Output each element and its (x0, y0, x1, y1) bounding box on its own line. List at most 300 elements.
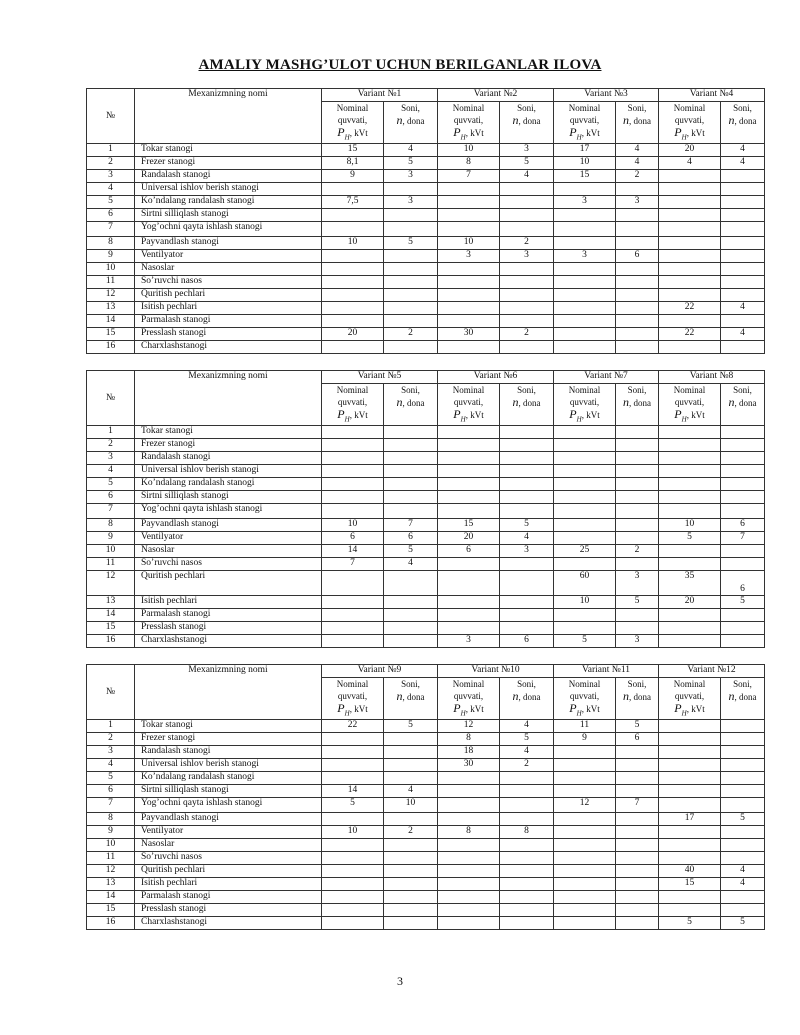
nominal-unit: $P_H$, kVt (674, 701, 705, 718)
power-value (554, 826, 616, 839)
nominal-power-header (554, 678, 616, 720)
power-value (322, 263, 384, 276)
power-value (438, 222, 500, 237)
count-value (500, 276, 554, 289)
count-header (721, 102, 765, 144)
power-value: 10 (659, 519, 721, 532)
power-value: 20 (659, 144, 721, 157)
nominal-unit: $P_H$, kVt (337, 701, 368, 718)
power-value (659, 289, 721, 302)
count-value (721, 609, 765, 622)
power-value (659, 904, 721, 917)
variant-header: Variant №12 (659, 665, 765, 678)
row-number: 13 (87, 302, 135, 315)
power-symbol: $P_H$ (569, 125, 582, 142)
count-value (384, 865, 438, 878)
power-value: 5 (322, 798, 384, 813)
power-value (659, 170, 721, 183)
power-symbol: $P_H$ (453, 701, 466, 718)
number-header (87, 89, 135, 144)
nominal-unit: $P_H$, kVt (337, 407, 368, 424)
power-value (659, 209, 721, 222)
variant-table-1 (86, 88, 764, 354)
count-value (721, 183, 765, 196)
nominal-power-header (322, 384, 384, 426)
table-row (87, 519, 765, 532)
count-header (616, 384, 659, 426)
count-value: 3 (616, 571, 659, 596)
count-value (616, 852, 659, 865)
power-value: 9 (322, 170, 384, 183)
row-number: 9 (87, 250, 135, 263)
mechanism-name: Sirtni silliqlash stanogi (135, 785, 322, 798)
count-value (384, 878, 438, 891)
power-value: 8 (438, 157, 500, 170)
table-row (87, 826, 765, 839)
variant-header: Variant №1 (322, 89, 438, 102)
table-row (87, 209, 765, 222)
mechanism-name: Quritish pechlari (135, 289, 322, 302)
power-value (554, 183, 616, 196)
power-value (554, 426, 616, 439)
row-number: 6 (87, 491, 135, 504)
count-symbol: n (396, 395, 403, 409)
count-value (500, 315, 554, 328)
power-value (554, 478, 616, 491)
nominal-unit: $P_H$, kVt (674, 407, 705, 424)
power-value (659, 439, 721, 452)
row-number: 11 (87, 852, 135, 865)
variant-header: Variant №6 (438, 371, 554, 384)
variant-table-2 (86, 370, 764, 648)
count-label: Soni, (517, 103, 536, 113)
power-value (554, 785, 616, 798)
count-value (500, 558, 554, 571)
count-value (616, 759, 659, 772)
table-row (87, 798, 765, 813)
count-value (384, 852, 438, 865)
count-value: 8 (500, 826, 554, 839)
count-value: 3 (384, 196, 438, 209)
power-value (438, 904, 500, 917)
table-row (87, 785, 765, 798)
power-value: 7 (438, 170, 500, 183)
count-value (384, 250, 438, 263)
mechanism-name: Parmalash stanogi (135, 609, 322, 622)
table-row (87, 813, 765, 826)
row-number: 11 (87, 558, 135, 571)
nominal-label: Nominal quvvati, (452, 385, 485, 407)
power-value (554, 746, 616, 759)
power-value (438, 276, 500, 289)
count-value (616, 839, 659, 852)
power-value: 60 (554, 571, 616, 596)
power-value: 15 (554, 170, 616, 183)
count-value: 3 (500, 545, 554, 558)
power-symbol: $P_H$ (337, 701, 350, 718)
nominal-label: Nominal quvvati, (452, 679, 485, 701)
power-value: 20 (438, 532, 500, 545)
count-unit: n, dona (512, 689, 541, 703)
count-value (384, 439, 438, 452)
power-value: 3 (554, 250, 616, 263)
count-value: 5 (500, 733, 554, 746)
count-value (721, 759, 765, 772)
power-value (659, 785, 721, 798)
table-row (87, 504, 765, 519)
count-value: 5 (721, 813, 765, 826)
power-value (322, 222, 384, 237)
table-row (87, 144, 765, 157)
power-value: 17 (659, 813, 721, 826)
power-value (322, 315, 384, 328)
power-value (438, 891, 500, 904)
nominal-power-header (438, 678, 500, 720)
mechanism-name: Charxlashstanogi (135, 341, 322, 354)
nominal-power-header (322, 678, 384, 720)
count-unit: n, dona (396, 395, 425, 409)
power-value: 10 (438, 144, 500, 157)
power-value (554, 813, 616, 826)
row-number: 3 (87, 170, 135, 183)
count-value (616, 904, 659, 917)
table-row (87, 865, 765, 878)
count-value (384, 183, 438, 196)
number-symbol: № (105, 686, 116, 697)
table-row (87, 878, 765, 891)
count-value (721, 478, 765, 491)
count-value: 5 (500, 157, 554, 170)
nominal-power-header (554, 384, 616, 426)
count-value (721, 772, 765, 785)
count-value (616, 183, 659, 196)
power-value (438, 571, 500, 596)
table-row (87, 532, 765, 545)
table-row (87, 426, 765, 439)
count-value (616, 891, 659, 904)
count-value (721, 209, 765, 222)
nominal-label: Nominal quvvati, (673, 103, 706, 125)
count-value (616, 504, 659, 519)
power-value (322, 904, 384, 917)
count-value (500, 865, 554, 878)
count-value: 6 (616, 250, 659, 263)
count-value (616, 491, 659, 504)
power-value (659, 852, 721, 865)
mechanism-name: Tokar stanogi (135, 144, 322, 157)
row-number: 1 (87, 426, 135, 439)
count-header (721, 678, 765, 720)
table-row (87, 263, 765, 276)
count-label: Soni, (627, 679, 647, 689)
mechanism-name: Parmalash stanogi (135, 891, 322, 904)
nominal-unit: $P_H$, kVt (569, 701, 600, 718)
power-symbol: $P_H$ (337, 407, 350, 424)
count-value (721, 452, 765, 465)
count-value (384, 491, 438, 504)
power-value: 15 (438, 519, 500, 532)
count-header (384, 384, 438, 426)
count-value: 4 (384, 558, 438, 571)
count-value (721, 315, 765, 328)
power-value: 3 (554, 196, 616, 209)
count-value (500, 289, 554, 302)
power-value (554, 341, 616, 354)
count-value: 5 (721, 917, 765, 930)
power-value (322, 289, 384, 302)
count-symbol: n (396, 113, 403, 127)
power-value (322, 891, 384, 904)
row-number: 12 (87, 865, 135, 878)
row-number: 5 (87, 772, 135, 785)
number-header (87, 665, 135, 720)
power-value (438, 878, 500, 891)
count-value (721, 904, 765, 917)
row-number: 15 (87, 622, 135, 635)
power-value: 20 (659, 596, 721, 609)
row-number: 14 (87, 891, 135, 904)
mechanism-name: Isitish pechlari (135, 302, 322, 315)
table-row (87, 746, 765, 759)
count-unit: n, dona (623, 689, 651, 703)
power-value (554, 302, 616, 315)
table-row (87, 622, 765, 635)
count-value (384, 452, 438, 465)
count-value (616, 478, 659, 491)
count-value (616, 878, 659, 891)
mechanism-name: Ventilyator (135, 250, 322, 263)
count-value (721, 826, 765, 839)
count-value: 4 (721, 328, 765, 341)
count-header (384, 102, 438, 144)
mechanism-name: Charxlashstanogi (135, 635, 322, 648)
table-row (87, 596, 765, 609)
row-number: 4 (87, 183, 135, 196)
power-value: 22 (322, 720, 384, 733)
mechanism-name: Payvandlash stanogi (135, 237, 322, 250)
count-symbol: n (512, 113, 519, 127)
count-value (721, 785, 765, 798)
count-value (616, 465, 659, 478)
count-value (616, 439, 659, 452)
mechanism-name: Isitish pechlari (135, 878, 322, 891)
power-value (438, 772, 500, 785)
count-value (616, 772, 659, 785)
variant-header: Variant №4 (659, 89, 765, 102)
count-value: 4 (616, 157, 659, 170)
power-symbol: $P_H$ (674, 701, 687, 718)
count-value: 2 (384, 328, 438, 341)
power-value (322, 622, 384, 635)
power-value (438, 196, 500, 209)
mechanism-name: Ko’ndalang randalash stanogi (135, 478, 322, 491)
power-value (554, 439, 616, 452)
count-value (500, 439, 554, 452)
variant-header: Variant №3 (554, 89, 659, 102)
count-value (721, 465, 765, 478)
count-value (384, 465, 438, 478)
count-value: 2 (616, 545, 659, 558)
row-number: 5 (87, 478, 135, 491)
power-value (554, 917, 616, 930)
mechanism-name: Ventilyator (135, 826, 322, 839)
count-header (384, 678, 438, 720)
header-row (87, 665, 765, 678)
count-label: Soni, (401, 103, 420, 113)
power-value (554, 891, 616, 904)
row-number: 16 (87, 917, 135, 930)
power-value (554, 904, 616, 917)
count-unit: n, dona (728, 689, 757, 703)
nominal-unit: $P_H$, kVt (569, 407, 600, 424)
count-value (616, 302, 659, 315)
count-value: 5 (384, 157, 438, 170)
row-number: 8 (87, 813, 135, 826)
count-value (616, 276, 659, 289)
mechanism-name: Sirtni silliqlash stanogi (135, 491, 322, 504)
count-value (500, 904, 554, 917)
mechanism-name: Nasoslar (135, 839, 322, 852)
mechanism-name: Yog’ochni qayta ishlash stanogi (135, 798, 322, 813)
nominal-power-header (322, 102, 384, 144)
count-value (721, 196, 765, 209)
count-label: Soni, (627, 103, 647, 113)
name-header: Mexanizmning nomi (135, 371, 322, 426)
count-label: Soni, (517, 385, 536, 395)
power-value: 8 (438, 733, 500, 746)
table-row (87, 891, 765, 904)
row-number: 10 (87, 545, 135, 558)
count-value: 5 (384, 720, 438, 733)
count-unit: n, dona (623, 113, 651, 127)
power-value (438, 609, 500, 622)
nominal-power-header (659, 678, 721, 720)
count-value (616, 609, 659, 622)
count-value (616, 826, 659, 839)
mechanism-name: Quritish pechlari (135, 865, 322, 878)
count-value (721, 622, 765, 635)
power-value (438, 558, 500, 571)
power-value: 7,5 (322, 196, 384, 209)
count-value (721, 733, 765, 746)
count-value: 5 (384, 237, 438, 250)
data-table (86, 664, 765, 930)
power-value: 11 (554, 720, 616, 733)
mechanism-name: Isitish pechlari (135, 596, 322, 609)
count-symbol: n (623, 395, 629, 409)
row-number: 1 (87, 144, 135, 157)
power-value (322, 635, 384, 648)
variant-table-3 (86, 664, 764, 930)
count-value: 3 (500, 144, 554, 157)
number-symbol: № (105, 110, 116, 121)
power-value (438, 183, 500, 196)
power-value (659, 635, 721, 648)
nominal-label: Nominal quvvati, (568, 103, 601, 125)
power-value (554, 759, 616, 772)
count-value (500, 571, 554, 596)
power-value (554, 491, 616, 504)
count-header (500, 384, 554, 426)
power-value (659, 545, 721, 558)
count-value (384, 289, 438, 302)
row-number: 13 (87, 596, 135, 609)
power-value (438, 263, 500, 276)
power-value (554, 532, 616, 545)
power-value (659, 891, 721, 904)
mechanism-name: Presslash stanogi (135, 328, 322, 341)
count-value (500, 263, 554, 276)
power-value (438, 491, 500, 504)
count-value (721, 289, 765, 302)
row-number: 4 (87, 465, 135, 478)
power-value: 17 (554, 144, 616, 157)
count-value (500, 839, 554, 852)
row-number: 14 (87, 609, 135, 622)
count-value (721, 222, 765, 237)
row-number: 2 (87, 157, 135, 170)
power-value: 14 (322, 545, 384, 558)
power-value: 3 (438, 250, 500, 263)
row-number: 15 (87, 904, 135, 917)
count-value: 5 (384, 545, 438, 558)
count-unit: n, dona (512, 395, 541, 409)
count-value (616, 785, 659, 798)
power-value (438, 622, 500, 635)
nominal-unit: $P_H$, kVt (569, 125, 600, 142)
power-value (659, 839, 721, 852)
count-value (500, 891, 554, 904)
count-value (616, 315, 659, 328)
variant-header: Variant №10 (438, 665, 554, 678)
count-value (384, 209, 438, 222)
count-unit: n, dona (623, 395, 651, 409)
table-row (87, 237, 765, 250)
table-row (87, 222, 765, 237)
power-value (659, 746, 721, 759)
power-value (659, 491, 721, 504)
nominal-label: Nominal quvvati, (673, 679, 706, 701)
table-row (87, 904, 765, 917)
mechanism-name: Tokar stanogi (135, 720, 322, 733)
row-number: 16 (87, 635, 135, 648)
count-value (616, 341, 659, 354)
count-value (616, 426, 659, 439)
count-symbol: n (512, 689, 519, 703)
nominal-unit: $P_H$, kVt (453, 701, 484, 718)
power-value (438, 341, 500, 354)
table-row (87, 772, 765, 785)
count-value (384, 813, 438, 826)
count-value (384, 891, 438, 904)
power-value: 35 (659, 571, 721, 596)
count-value (384, 426, 438, 439)
power-value: 25 (554, 545, 616, 558)
mechanism-name: Frezer stanogi (135, 439, 322, 452)
row-number: 11 (87, 276, 135, 289)
power-symbol: $P_H$ (674, 125, 687, 142)
mechanism-name: Payvandlash stanogi (135, 519, 322, 532)
count-value (384, 263, 438, 276)
count-value (384, 917, 438, 930)
row-number: 4 (87, 759, 135, 772)
nominal-unit: $P_H$, kVt (453, 407, 484, 424)
count-symbol: n (512, 395, 519, 409)
power-value (659, 826, 721, 839)
count-value: 7 (721, 532, 765, 545)
mechanism-name: Randalash stanogi (135, 746, 322, 759)
count-unit: n, dona (396, 689, 425, 703)
